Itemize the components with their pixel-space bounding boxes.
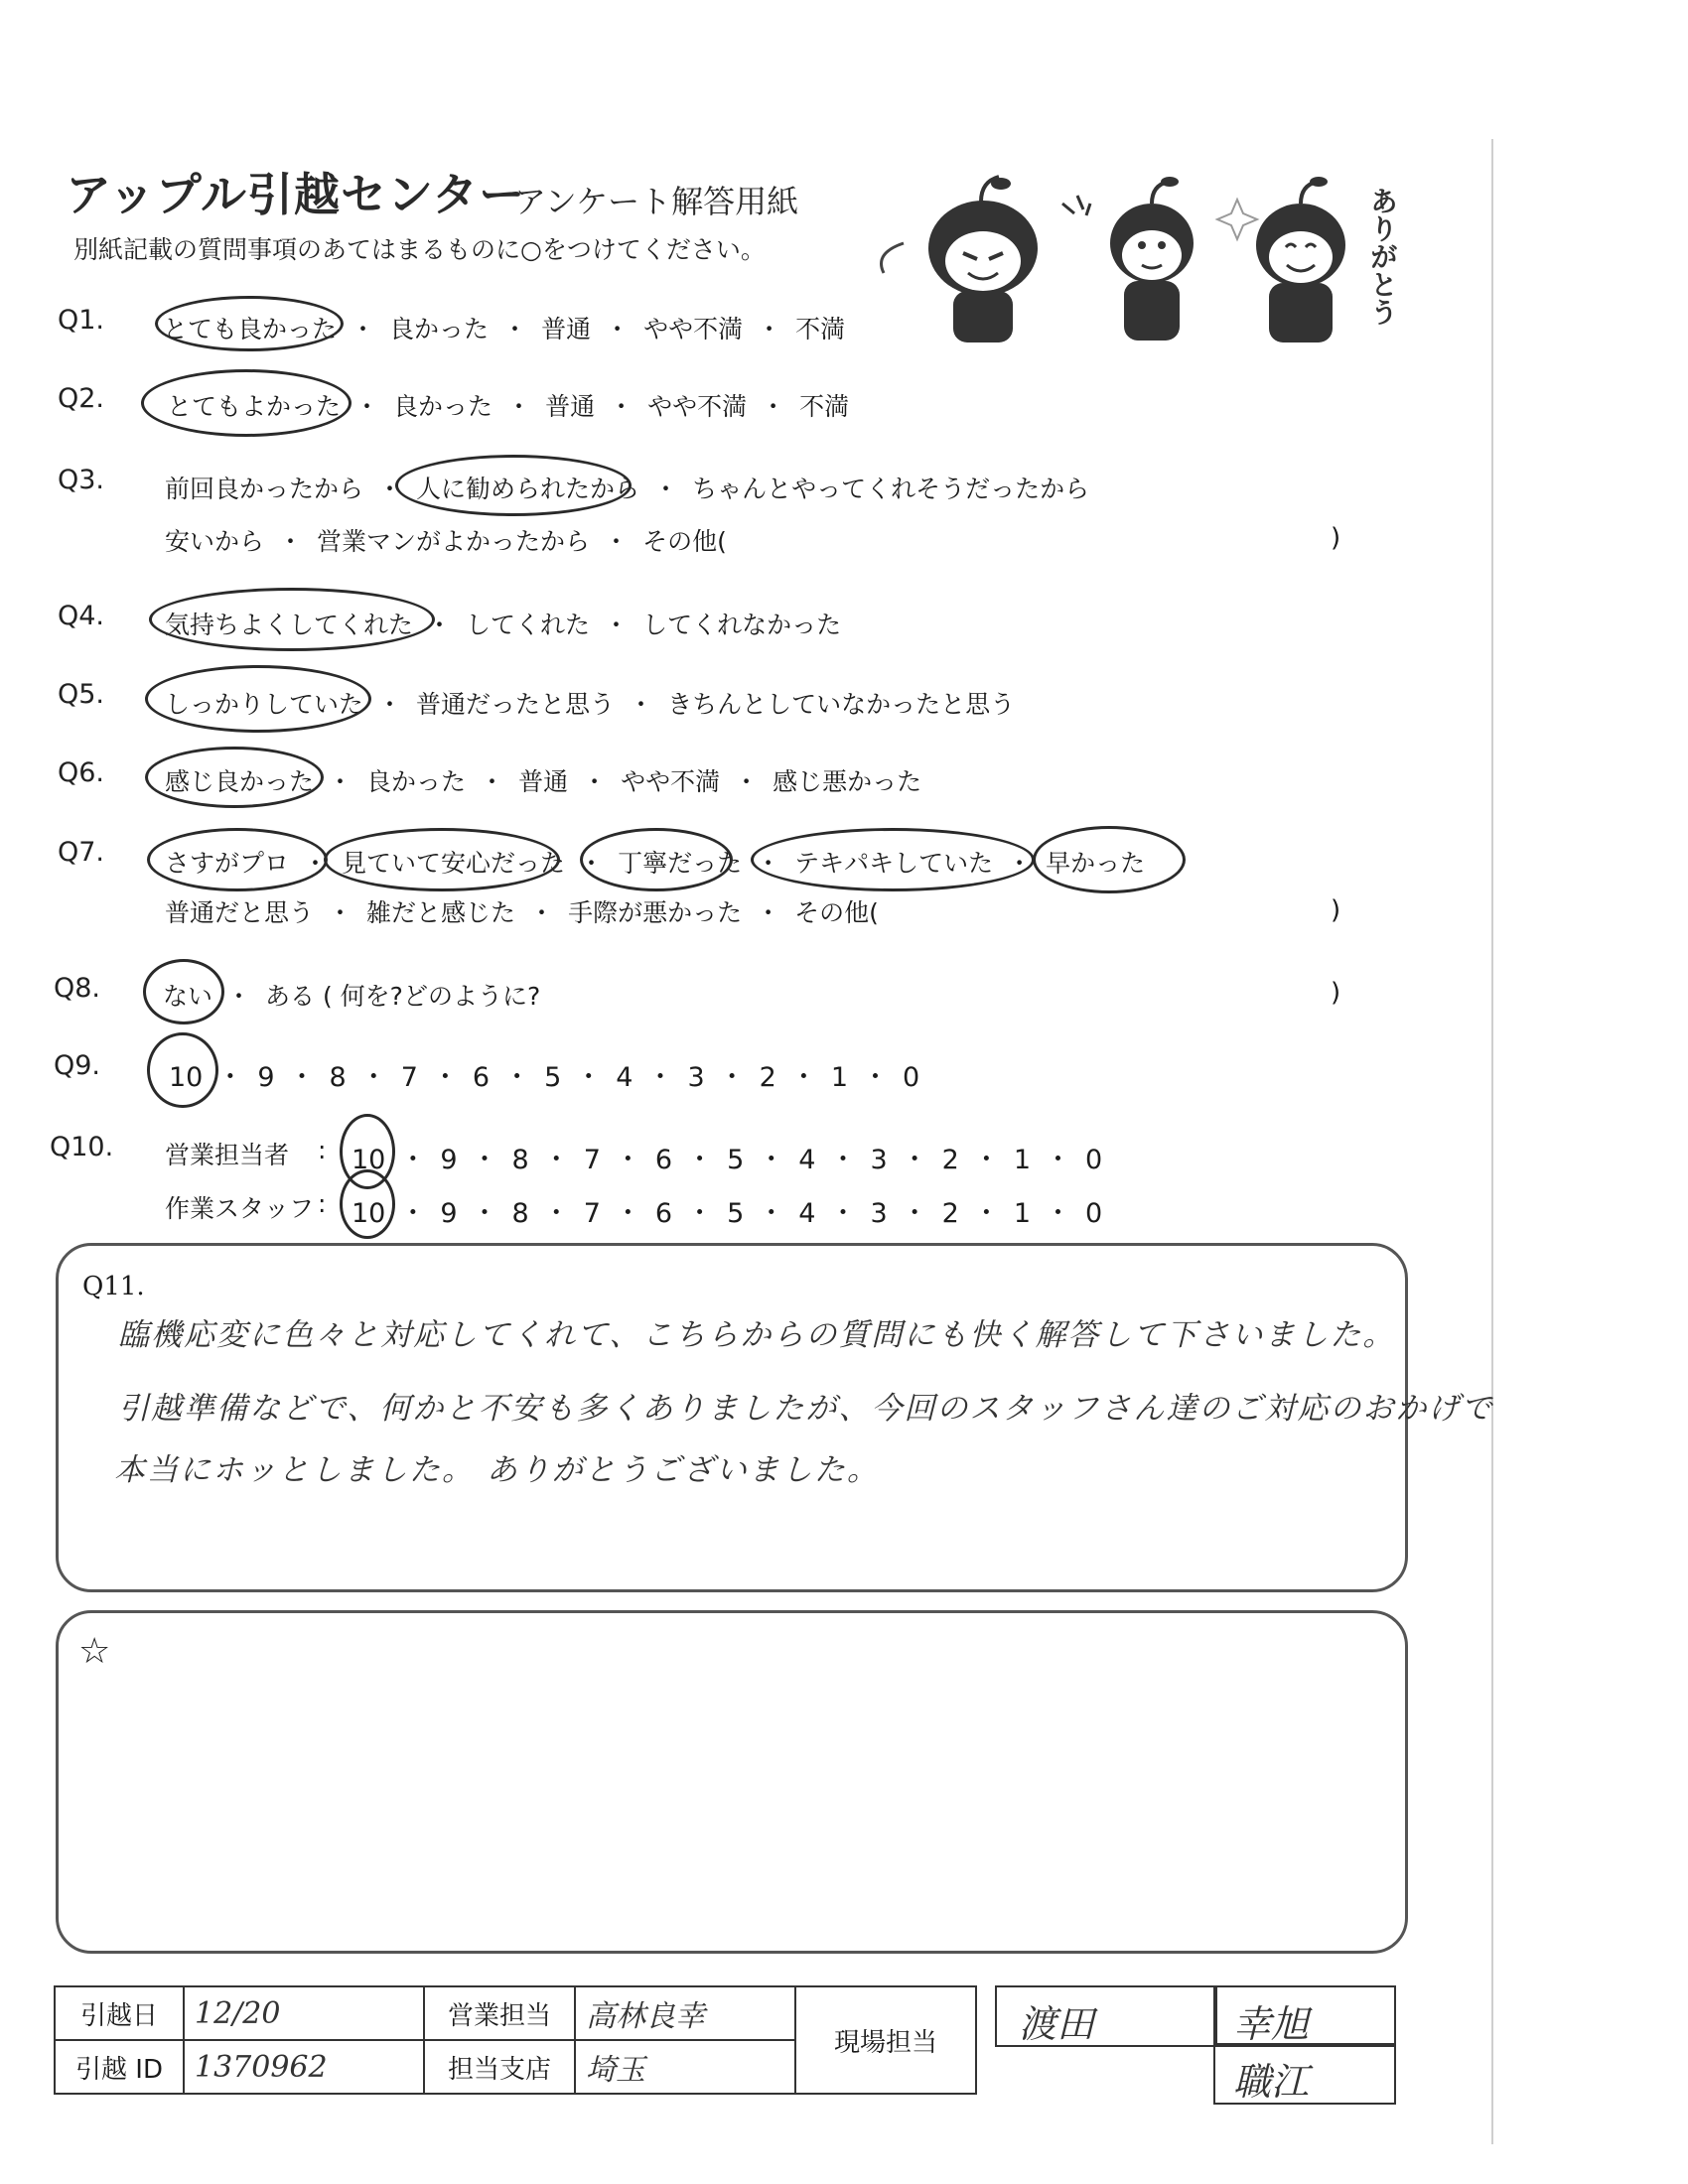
q9-score[interactable]: 8 [329, 1062, 347, 1093]
q10-staff-score[interactable]: 10 [352, 1198, 386, 1229]
mascot-thanks-text: ありがとう [1366, 187, 1399, 326]
q10-sales-score[interactable]: 9 [440, 1145, 458, 1175]
q8-options: ない ・ ある ( 何を?どのように? [163, 977, 540, 1013]
sales-rep-label: 営業担当 [424, 1986, 575, 2040]
q3-option-other[interactable]: その他( [642, 527, 727, 556]
q10-sales-scale: 10 ・ 9 ・ 8 ・ 7 ・ 6 ・ 5 ・ 4 ・ 3 ・ 2 ・ 1 ・ 0 [352, 1145, 1103, 1175]
site-staff-label: 現場担当 [795, 1986, 976, 2094]
q4-option[interactable]: 気持ちよくしてくれた [165, 611, 414, 639]
q3-close-paren: ) [1331, 523, 1341, 553]
q10-staff-label: 作業スタッフ [165, 1194, 315, 1223]
q9-score[interactable]: 1 [830, 1062, 849, 1093]
q10-sales-score[interactable]: 8 [511, 1145, 529, 1175]
site-staff-cell-3[interactable] [1213, 2043, 1396, 2105]
scan-edge-line [1491, 139, 1493, 2144]
q9-scale: 10 ・ 9 ・ 8 ・ 7 ・ 6 ・ 5 ・ 4 ・ 3 ・ 2 ・ 1 ・ 0 [169, 1062, 920, 1093]
q7-option[interactable]: 雑だと感じた [366, 898, 516, 927]
q6-number: Q6. [58, 757, 105, 788]
q10-sales-score[interactable]: 1 [1013, 1145, 1032, 1175]
q8-selection-circle [143, 959, 224, 1024]
q9-score[interactable]: 10 [169, 1062, 204, 1093]
q10-number: Q10. [50, 1132, 114, 1162]
site-staff-cell-2[interactable] [1213, 1985, 1396, 2047]
q1-options: とても良かった ・ 良かった ・ 普通 ・ やや不満 ・ 不満 [163, 310, 845, 345]
q10-staff-colon: : [318, 1189, 327, 1218]
q9-score[interactable]: 4 [616, 1062, 633, 1093]
site-staff-name: 幸旭 [1233, 2002, 1310, 2046]
q9-score[interactable]: 0 [903, 1062, 920, 1093]
q9-score[interactable]: 2 [759, 1062, 776, 1093]
q6-option[interactable]: やや不満 [621, 767, 721, 796]
q10-staff-score[interactable]: 4 [798, 1198, 816, 1229]
q2-option[interactable]: 普通 [545, 392, 596, 421]
q4-option[interactable]: してくれた [466, 611, 591, 639]
q2-option[interactable]: とてもよかった [167, 392, 342, 421]
q4-options: 気持ちよくしてくれた ・ してくれた ・ してくれなかった [165, 606, 841, 641]
q7-option-other[interactable]: その他( [794, 898, 879, 927]
q10-staff-score[interactable]: 7 [583, 1198, 601, 1229]
q10-staff-score[interactable]: 3 [870, 1198, 888, 1229]
q10-staff-score[interactable]: 8 [511, 1198, 529, 1229]
moving-date-label: 引越日 [55, 1986, 184, 2040]
q3-selection-circle [395, 455, 632, 516]
q7-selection-circle-1 [147, 828, 328, 891]
q10-staff-score[interactable]: 1 [1013, 1198, 1032, 1229]
q1-option[interactable]: とても良かった [163, 315, 338, 343]
q7-option[interactable]: 普通だと思う [165, 898, 315, 927]
q1-option[interactable]: 不満 [795, 315, 846, 343]
instruction-text: 別紙記載の質問事項のあてはまるものに○をつけてください。 [73, 235, 766, 264]
q9-score[interactable]: 3 [687, 1062, 705, 1093]
q7-option[interactable]: 手際が悪かった [568, 898, 743, 927]
q10-sales-score[interactable]: 3 [870, 1145, 888, 1175]
q4-option[interactable]: してくれなかった [642, 611, 842, 639]
q1-option[interactable]: 良かった [389, 315, 490, 343]
q5-selection-circle [145, 665, 371, 733]
moving-id-label: 引越 ID [55, 2040, 184, 2094]
q3-option[interactable]: 前回良かったから [165, 475, 364, 503]
q3-number: Q3. [58, 465, 105, 495]
q1-option[interactable]: 普通 [541, 315, 592, 343]
q10-staff-score[interactable]: 0 [1085, 1198, 1103, 1229]
q9-number: Q9. [54, 1050, 101, 1081]
q10-sales-score[interactable]: 0 [1085, 1145, 1103, 1175]
q3-option[interactable]: 人に勧められたから [416, 475, 640, 503]
q2-option[interactable]: やや不満 [647, 392, 748, 421]
site-staff-name: 渡田 [1019, 2002, 1095, 2046]
monkey-shy-icon [1062, 177, 1194, 341]
q8-number: Q8. [54, 973, 101, 1004]
q2-option[interactable]: 良かった [393, 392, 493, 421]
monkey-smiling-icon [1217, 177, 1345, 342]
q3-option[interactable]: 営業マンがよかったから [317, 527, 591, 556]
q10-sales-label: 営業担当者 [165, 1141, 290, 1169]
q10-staff-score[interactable]: 6 [654, 1198, 673, 1229]
q7-selection-circle-5 [1033, 826, 1186, 893]
q5-option[interactable]: 普通だったと思う [416, 690, 616, 719]
q5-option[interactable]: きちんとしていなかったと思う [667, 690, 1016, 719]
q2-options: とてもよかった ・ 良かった ・ 普通 ・ やや不満 ・ 不満 [167, 387, 849, 423]
q5-options: しっかりしていた ・ 普通だったと思う ・ きちんとしていなかったと思う [165, 685, 1015, 721]
mascot-illustration [864, 174, 1380, 352]
q5-option[interactable]: しっかりしていた [165, 690, 364, 719]
q10-staff-score[interactable]: 2 [941, 1198, 959, 1229]
q10-sales-score[interactable]: 4 [798, 1145, 816, 1175]
company-title: アップル引越センター [66, 168, 526, 221]
q3-options-line2: 安いから ・ 営業マンがよかったから ・ その他( [165, 522, 727, 558]
q7-number: Q7. [58, 837, 105, 868]
q8-close-paren: ) [1331, 978, 1341, 1008]
q10-staff-score[interactable]: 9 [440, 1198, 458, 1229]
q10-sales-colon: : [318, 1136, 327, 1164]
q10-staff-scale: 10 ・ 9 ・ 8 ・ 7 ・ 6 ・ 5 ・ 4 ・ 3 ・ 2 ・ 1 ・ 0 [352, 1198, 1103, 1229]
q10-staff-selection-circle [340, 1169, 395, 1239]
q11-comment-line: 本当にホッとしました。 ありがとうございました。 [114, 1452, 880, 1488]
q9-score[interactable]: 9 [257, 1062, 275, 1093]
q1-selection-circle [155, 296, 344, 351]
q1-option[interactable]: やや不満 [643, 315, 744, 343]
q7-selection-circle-3 [580, 828, 733, 891]
q6-options: 感じ良かった ・ 良かった ・ 普通 ・ やや不満 ・ 感じ悪かった [165, 762, 921, 798]
q7-selection-circle-2 [324, 828, 560, 891]
q9-selection-circle [147, 1032, 218, 1108]
site-staff-name: 職江 [1233, 2060, 1310, 2104]
q5-number: Q5. [58, 679, 105, 710]
q8-option[interactable]: ない [163, 982, 213, 1011]
q6-option[interactable]: 感じ良かった [165, 767, 315, 796]
q9-score[interactable]: 7 [400, 1062, 418, 1093]
form-subtitle: アンケート解答用紙 [514, 183, 799, 220]
q11-number: Q11. [82, 1272, 145, 1301]
q7-option[interactable]: 丁寧だった [618, 849, 743, 878]
q7-selection-circle-4 [751, 828, 1035, 891]
monkey-bowing-icon [882, 177, 1039, 342]
q1-number: Q1. [58, 305, 105, 336]
q6-option[interactable]: 普通 [518, 767, 569, 796]
q11-comment-line: 臨機応変に色々と対応してくれて、こちらからの質問にも快く解答して下さいました。 [118, 1317, 1396, 1353]
q7-option[interactable]: 見ていて安心だった [342, 849, 566, 878]
sales-rep-value[interactable]: 高林良幸 [575, 1986, 795, 2040]
q7-close-paren: ) [1331, 895, 1341, 925]
moving-id-value[interactable]: 1370962 [184, 2040, 424, 2094]
q6-selection-circle [145, 747, 324, 808]
q10-sales-score[interactable]: 6 [654, 1145, 673, 1175]
q6-option[interactable]: 感じ悪かった [773, 767, 922, 796]
q7-option[interactable]: 早かった [1046, 849, 1146, 878]
q9-score[interactable]: 6 [472, 1062, 491, 1093]
q10-sales-score[interactable]: 2 [941, 1145, 959, 1175]
q10-sales-score[interactable]: 7 [583, 1145, 601, 1175]
q2-selection-circle [141, 369, 352, 437]
q3-option[interactable]: ちゃんとやってくれそうだったから [692, 475, 1090, 503]
q10-staff-score[interactable]: 5 [727, 1198, 745, 1229]
branch-value[interactable]: 埼玉 [575, 2040, 795, 2094]
q7-options-line2: 普通だと思う ・ 雑だと感じた ・ 手際が悪かった ・ その他( [165, 893, 879, 929]
branch-label: 担当支店 [424, 2040, 575, 2094]
q4-selection-circle [149, 588, 435, 651]
q9-score[interactable]: 5 [544, 1062, 562, 1093]
star-note-box[interactable] [56, 1610, 1408, 1954]
q6-option[interactable]: 良かった [366, 767, 467, 796]
q10-sales-score[interactable]: 10 [352, 1145, 386, 1175]
q10-sales-score[interactable]: 5 [727, 1145, 745, 1175]
q11-comment-line: 引越準備などで、何かと不安も多くありましたが、今回のスタッフさん達のご対応のおかげで [118, 1391, 1494, 1427]
q7-options-line1: さすがプロ ・ 見ていて安心だった ・ 丁寧だった ・ テキパキしていた ・ 早かった [165, 844, 1145, 880]
q7-option[interactable]: さすがプロ [165, 849, 290, 878]
q3-option[interactable]: 安いから [165, 527, 265, 556]
q8-option[interactable]: ある ( 何を?どのように? [265, 982, 541, 1011]
moving-date-value[interactable]: 12/20 [184, 1986, 424, 2040]
q2-option[interactable]: 不満 [799, 392, 850, 421]
q4-number: Q4. [58, 601, 105, 631]
q11-comment-box[interactable] [56, 1243, 1494, 1592]
site-staff-cell-1[interactable] [995, 1985, 1217, 2047]
q7-option[interactable]: テキパキしていた [794, 849, 994, 878]
q3-options-line1: 前回良かったから ・ 人に勧められたから ・ ちゃんとやってくれそうだったから [165, 470, 1089, 505]
star-icon: ☆ [78, 1631, 111, 1672]
q2-number: Q2. [58, 383, 105, 414]
